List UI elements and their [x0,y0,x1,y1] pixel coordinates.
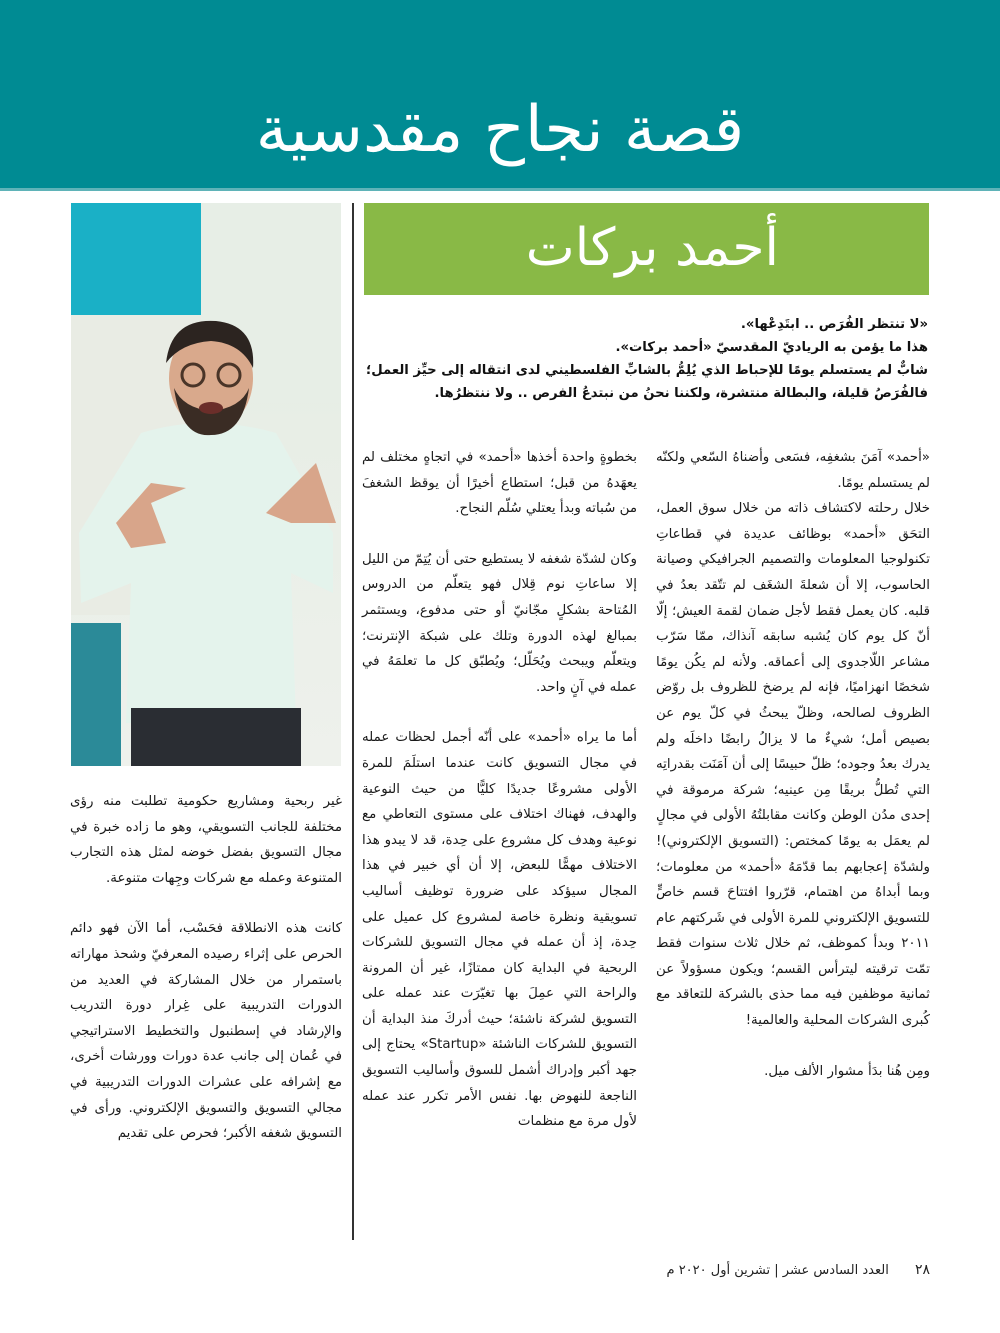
page-number: ٢٨ [914,1262,930,1278]
photo-mouth [199,402,223,414]
photo-teal-wall [71,203,201,315]
lede-summary: شابٌّ لم يستسلم يومًا للإحباط الذي يُلِمُّ بالشابِّ الفلسطيني لدى انتقاله إلى حيِّز العمل؛ فالفُرَصُ قليلة، والبطالة منتشرة، ولكننا نحنُ من نبتدعُ الفرص .. ولا ننتظرُها. [366,363,928,401]
portrait-illustration [71,203,341,766]
header-band [0,0,1000,188]
paragraph: «أحمد» آمَنَ بشغفِه، فسَعى وأضناهُ السّعي ولكنّه لم يستسلم يومًا. خلال رحلته لاكتشاف ذاته من خلال سوق العمل، التحَق «أحمد» بوظائف عديدة في قطاعاتِ تكنولوجيا المعلومات والتصميم الجرافيكي وصيانة الحاسوب، إلا أن شعلةَ الشغَف لم تتّقد بعدُ في قلبه. كان يعمل فقط لأجل ضمان لقمة العيش؛ إلّا أنّ كل يوم كان يُشبه سابقه آنذاك، ممّا سَرّب مشاعر اللّاجدوى إلى أعماقه. ولأنه لم يكُن يومًا شخصًا انهزاميًا، فإنه لم يرضخ للظروف بل روّض الظروف لصالحه، وظلّ يبحثُ في كلّ يوم عن بصيص أمل؛ شيءٌ ما لا يزالُ رابضًا داخلَه ولم يدرك بعدُ وجوده؛ ظلّ حبيسًا إلى أن آمَنَت بقدراتِه التي تُطلُّ بريقًا مِن عينيه؛ شركة مرموقة في إحدى مدُن الوطن وكانت مقابلتُهُ الأولى في مجالٍ لم يعمَل به يومًا كمختص: (التسويق الإلكتروني)! ولشدّة إعجابهم بما قدّمَهُ «أحمد» من معلومات؛ وبما أبداهُ من اهتمام، قرّروا افتتاحَ قسم خاصٍّ للتسويق الإلكتروني للمرة الأولى في شَركتهم عام ٢٠١١ وبدأ كموظف، ثم خلال ثلاث سنوات فقط تمّت ترقيته ليترأس القسم؛ ويكون مسؤولاً عن ثمانية موظفين فيه مما حذى بالشركة للتعاقد مع كُبرى الشركات المحلية والعالمية! [656,450,930,1029]
article-column-left [70,789,342,1172]
paragraph: كانت هذه الانطلاقة فحَسْب، أما الآن فهو دائم الحرص على إثراء رصيده المعرفيّ وشحذ مهاراته باستمرار من خلال المشاركة في العديد من الدورات التدريبية على غِرار دورة التدريب والإرشاد في إسطنبول والتخطيط الاستراتيجي في عُمان إلى جانب عدة دورات وورشات أخرى، مع إشرافه على عشرات الدورات التدريبية في مجالي التسويق والتسويق الإلكتروني. ورأى في التسويق شغفه الأكبر؛ فحرص على تقديم [70,921,342,1142]
paragraph: أما ما يراه «أحمد» على أنّه أجمل لحظات عمله في مجال التسويق كانت عندما استلَمَ للمرة الأولى مشروعًا جديدًا كليًّا من حيث النوعية والهدف، فهناك اختلاف على مستوى التعاطي مع نوعية وهدف كل مشروع على حِدة، قد لا يبدو هذا الاختلاف مهمًّا للبعض، إلا أن أي خبير في هذا المجال سيؤكد على ضرورة توظيف أساليب تسويقية ونظرة خاصة لمشروع كل عميل على حِدة، إذ أن عمله في مجال التسويق للشركات الربحية في البداية كان ممتازًا، غير أن المرونة والراحة التي عمِلَ بها تغيّرَت عند عمله على التسويق لشركة ناشئة؛ حيث أدركَ منذ البداية أن التسويق للشركات الناشئة «Startup» يحتاج إلى جهد أكبر وإدراك أشمل للسوق وأساليب التسويق الناجعة للنهوض بها. نفس الأمر تكرر عند عمله لأول مرة مع منظمات [362,730,637,1130]
page-title: قصة نجاح مقدسية [255,93,745,167]
article-column-middle [362,445,637,1160]
photo-trousers [131,708,301,766]
paragraph: ومِن هُنا بدَأ مشوار الألف ميل. [764,1063,930,1079]
subject-name: أحمد بركات [525,218,779,278]
page-footer [600,1262,930,1278]
paragraph: وكان لشدّة شغفه لا يستطيع حتى أن يُتِمّ من الليل إلا ساعاتِ نوم قِلال فهو يتعلّم من الدروس المُتاحة بشكلٍ مجّانيّ أو حتى مدفوع، ويستثمر بمبالغ لهذه الدورة وتلك على شبكة الإنترنت؛ ويتعلّم ويبحث ويُحَلّل؛ ويُطبّق كل ما تعلمَهُ في عمله في آنٍ واحد. [362,551,637,695]
article-column-right [656,445,930,1109]
issue-info: العدد السادس عشر | تشرين أول ٢٠٢٠ م [666,1263,889,1278]
column-divider [352,203,354,1240]
paragraph: غير ربحية ومشاريع حكومية تطلبت منه رؤى مختلفة للجانب التسويقي، وهو ما زاده خبرة في مجال التسويق بفضل خوضه لمثل هذه التجارب المتنوعة وعمله مع شركات وجِهات متنوعة. [70,794,342,886]
photo-teal-panel [71,623,121,766]
paragraph: بخطوةٍ واحدة أخذها «أحمد» في اتجاهٍ مختلف لم يعهَدهُ من قبل؛ استطاع أخيرًا أن يوقظ الشغفَ من سُباته وبدأ يعتلي سُلّم النجاح. [362,450,637,517]
lede-intro [366,313,928,405]
header-underline [0,188,1000,191]
lede-belief: هذا ما يؤمن به الرياديّ المقدسيّ «أحمد بركات». [615,340,928,355]
name-banner [364,203,929,295]
portrait-photo [71,203,341,766]
lede-quote: «لا تنتظر الفُرَص .. ابتَدِعْها». [740,317,928,332]
